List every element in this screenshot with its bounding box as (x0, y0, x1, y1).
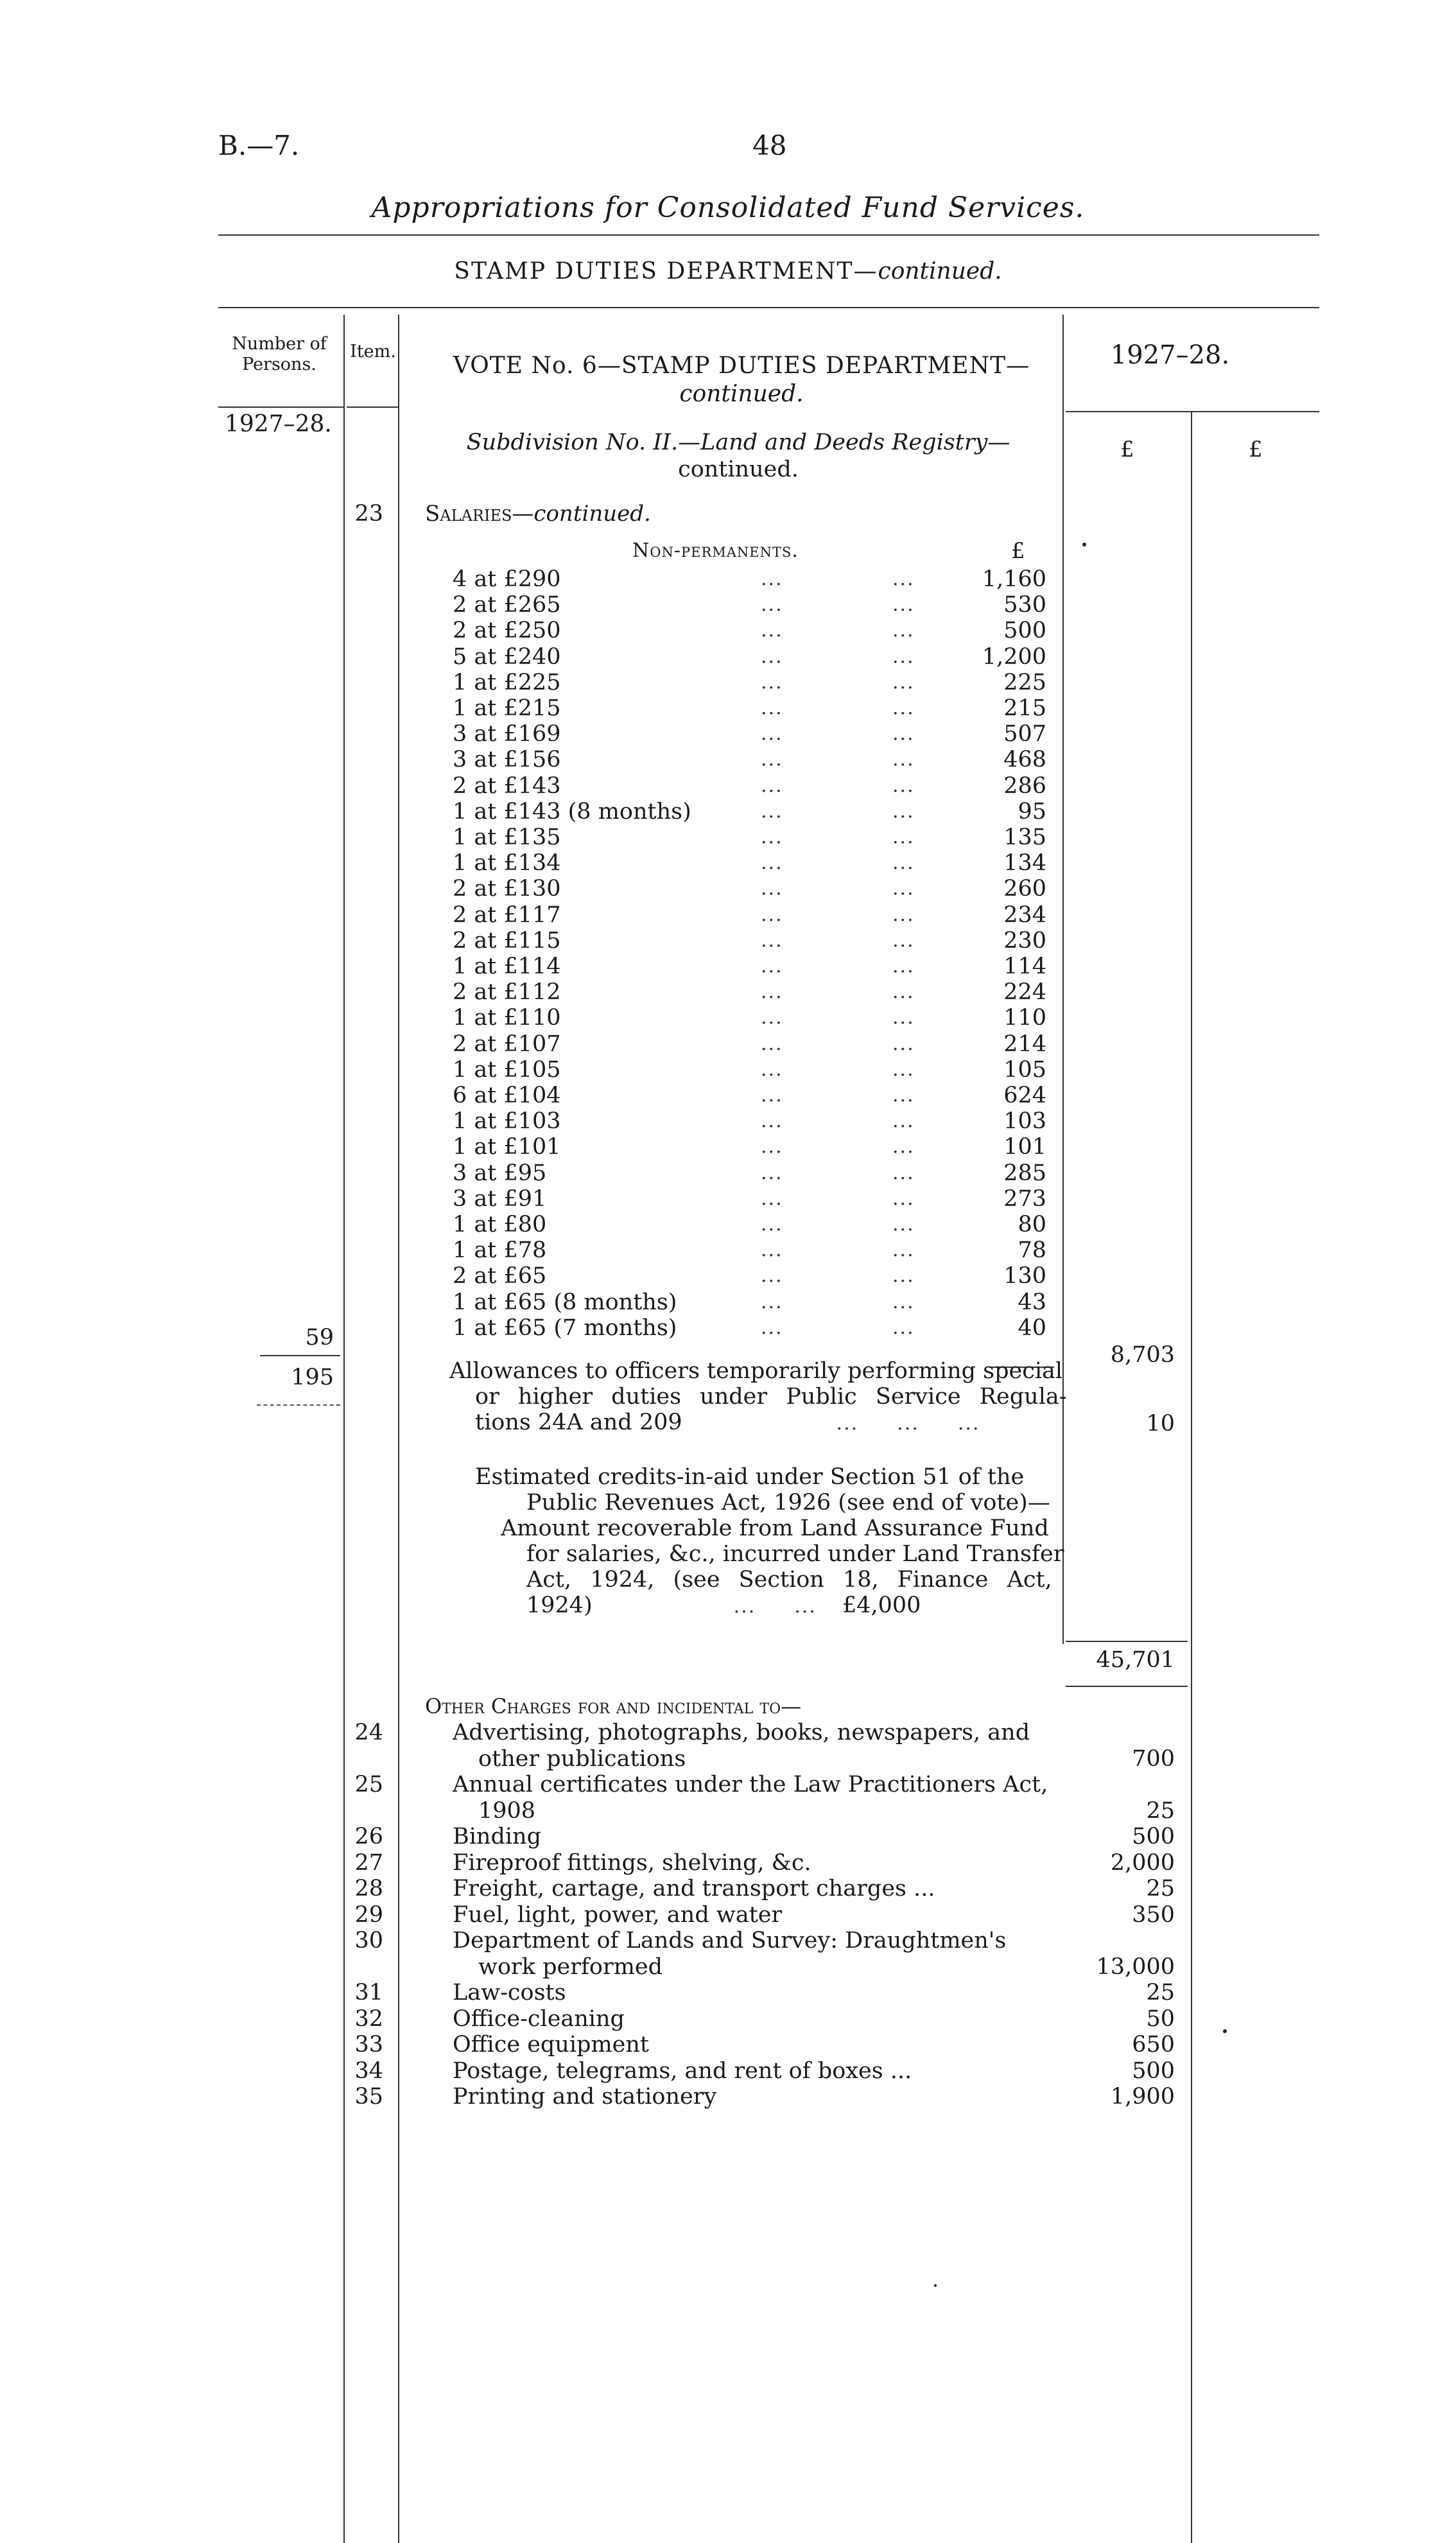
leader-dots: ... (892, 645, 915, 668)
charge-amount: 25 (1146, 1980, 1175, 2006)
charge-line: Postage, telegrams, and rent of boxes ... (453, 2058, 912, 2084)
vote-title-continued: continued. (679, 381, 804, 407)
stray-mark (1223, 2029, 1227, 2033)
item-number: 26 (354, 1824, 383, 1849)
salary-row-amount: 105 (1003, 1057, 1046, 1083)
charge-amount: 13,000 (1096, 1954, 1175, 1980)
credits-line: Act, 1924, (see Section 18, Finance Act, (526, 1567, 1052, 1593)
salary-row-label: 1 at £114 (453, 954, 561, 979)
leader-dots: ... (892, 1110, 915, 1132)
leader-dots: ... (761, 1084, 783, 1106)
grand-total: 45,701 (1096, 1647, 1175, 1673)
charge-line: Binding (453, 1824, 542, 1849)
credits-line: Amount recoverable from Land Assurance Fund (501, 1516, 1049, 1541)
leader-dots: ... (892, 568, 915, 590)
non-permanents-heading: Non-permanents. (632, 539, 799, 562)
leader-dots: ... (892, 1213, 915, 1236)
pound-sign-col2: £ (1249, 437, 1263, 462)
salary-row-amount: 215 (1003, 695, 1046, 721)
leader-dots: ... (761, 593, 783, 616)
salary-row-amount: 260 (1003, 876, 1046, 902)
leader-dots: ... (892, 1316, 915, 1339)
salary-row-label: 6 at £104 (453, 1083, 561, 1108)
salary-row-amount: 507 (1003, 721, 1046, 747)
leader-dots: ... (761, 877, 783, 900)
salary-row-label: 1 at £101 (453, 1134, 561, 1160)
salary-row-amount: 234 (1003, 902, 1046, 928)
head-rule-item (347, 406, 398, 408)
salary-row-label: 2 at £250 (453, 618, 561, 643)
leader-dots: ... (892, 800, 915, 823)
salary-row-amount: 230 (1003, 928, 1046, 954)
persons-total-rule (257, 1404, 340, 1406)
salary-row-label: 2 at £143 (453, 773, 561, 799)
salary-row-label: 1 at £110 (453, 1005, 561, 1031)
salary-row-label: 1 at £134 (453, 850, 561, 876)
salary-row-label: 2 at £265 (453, 592, 561, 618)
charge-line: Fireproof fittings, shelving, &c. (453, 1850, 811, 1876)
page-number: 48 (752, 130, 787, 161)
leader-dots: ... (761, 1162, 783, 1184)
charge-amount: 500 (1132, 1824, 1175, 1849)
leader-dots: ... (761, 1213, 783, 1236)
head-rule-left (218, 406, 343, 408)
charge-amount: 650 (1132, 2032, 1175, 2058)
leader-dots: ... (761, 645, 783, 668)
leader-dots: ... (892, 929, 915, 952)
leader-dots: ... (761, 1033, 783, 1055)
charge-line: Office equipment (453, 2032, 649, 2058)
leader-dots: ... (892, 1033, 915, 1055)
leader-dots: ... (892, 1187, 915, 1210)
salary-row-amount: 285 (1003, 1160, 1046, 1186)
charge-line: Department of Lands and Survey: Draughtmen's (453, 1928, 1007, 1953)
allowances-line: tions 24A and 209 ... ... ... (475, 1410, 980, 1435)
salary-row-label: 1 at £65 (7 months) (453, 1315, 677, 1341)
persons-subtotal: 59 (305, 1325, 334, 1350)
allowances-paragraph (449, 1358, 1067, 1437)
salary-row-amount: 114 (1003, 954, 1046, 979)
leader-dots: ... (892, 593, 915, 616)
salary-row-label: 1 at £135 (453, 825, 561, 850)
subdivision-line2: continued. (678, 457, 799, 482)
leader-dots: ... (761, 619, 783, 642)
credits-line: 1924) ... ... £4,000 (526, 1593, 921, 1618)
leader-dots: ... (761, 1058, 783, 1081)
item-number: 34 (354, 2058, 383, 2084)
salary-row-amount: 530 (1003, 592, 1046, 618)
charge-line: Printing and stationery (453, 2084, 717, 2110)
leader-dots: ... (761, 826, 783, 848)
leader-dots: ... (892, 826, 915, 848)
leader-dots: ... (761, 955, 783, 977)
charge-line: other publications (478, 1746, 686, 1772)
charge-amount: 700 (1132, 1746, 1175, 1772)
leader-dots: ... (892, 748, 915, 771)
salary-row-label: 1 at £105 (453, 1057, 561, 1083)
leader-dots: ... (892, 1239, 915, 1261)
salary-row-amount: 130 (1003, 1263, 1046, 1289)
charge-amount: 500 (1132, 2058, 1175, 2084)
charge-line: Freight, cartage, and transport charges ... (453, 1876, 935, 1901)
charge-amount: 350 (1132, 1902, 1175, 1928)
leader-dots: ... (761, 671, 783, 694)
leader-dots: ... (892, 1058, 915, 1081)
charge-amount: 1,900 (1110, 2084, 1175, 2110)
charge-line: Annual certificates under the Law Practitioners Act, (453, 1772, 1048, 1797)
charge-amount: 25 (1146, 1798, 1175, 1824)
salary-row-label: 2 at £112 (453, 979, 561, 1005)
leader-dots: ... (761, 774, 783, 797)
department-heading: STAMP DUTIES DEPARTMENT—continued. (454, 258, 1002, 284)
subdivision-line1: Subdivision No. II.—Land and Deeds Registry— (466, 430, 1010, 455)
subdivision-heading (417, 429, 1059, 483)
leader-dots: ... (892, 955, 915, 977)
charge-line: 1908 (478, 1798, 536, 1824)
leader-dots: ... (892, 1264, 915, 1287)
salary-row-amount: 78 (1018, 1237, 1046, 1263)
salary-row-label: 5 at £240 (453, 644, 561, 670)
salary-row-label: 4 at £290 (453, 566, 561, 592)
leader-dots: ... (761, 800, 783, 823)
leader-dots: ... (892, 671, 915, 694)
leader-dots: ... (892, 1006, 915, 1029)
column-head-year: 1927–28. (1110, 340, 1230, 370)
head-rule-right (1066, 411, 1319, 412)
stray-mark (1082, 543, 1086, 546)
salary-row-label: 1 at £215 (453, 695, 561, 721)
salary-row-amount: 1,200 (982, 644, 1046, 670)
salary-row-label: 1 at £103 (453, 1108, 561, 1134)
leader-dots: ... (761, 1239, 783, 1261)
persons-year-label: 1927–28. (225, 411, 332, 437)
leader-dots: ... (892, 1162, 915, 1184)
salary-row-amount: 43 (1018, 1289, 1046, 1315)
vote-title-line: VOTE No. 6—STAMP DUTIES DEPARTMENT— (453, 353, 1030, 379)
leader-dots: ... (892, 904, 915, 926)
allowances-amount: 10 (1146, 1411, 1175, 1437)
salary-row-label: 1 at £80 (453, 1212, 547, 1237)
salary-row-label: 2 at £115 (453, 928, 561, 954)
salary-row-amount: 273 (1003, 1186, 1046, 1212)
leader-dots: ... (761, 697, 783, 719)
charge-line: Advertising, photographs, books, newspapers, and (453, 1720, 1030, 1745)
credits-line: Public Revenues Act, 1926 (see end of vote)— (526, 1490, 1050, 1516)
leader-dots: ... (761, 1006, 783, 1029)
leader-dots: ... (761, 904, 783, 926)
allowances-line: or higher duties under Public Service Regula- (475, 1384, 1067, 1410)
column-divider-persons (343, 315, 345, 2543)
item-number: 29 (354, 1902, 383, 1928)
salary-row-amount: 500 (1003, 618, 1046, 643)
leader-dots: ... (761, 1264, 783, 1287)
leader-dots: ... (761, 1135, 783, 1158)
salary-row-amount: 103 (1003, 1108, 1046, 1134)
salary-row-label: 1 at £225 (453, 670, 561, 695)
persons-total: 195 (291, 1365, 334, 1390)
leader-dots: ... (761, 929, 783, 952)
salary-row-amount: 624 (1003, 1083, 1046, 1108)
salary-row-amount: 40 (1018, 1315, 1046, 1341)
salary-row-label: 1 at £65 (8 months) (453, 1289, 677, 1315)
item-number: 25 (354, 1772, 383, 1797)
salary-row-label: 2 at £117 (453, 902, 561, 928)
credits-line: for salaries, &c., incurred under Land Transfer (526, 1541, 1064, 1567)
salary-row-label: 1 at £78 (453, 1237, 547, 1263)
credits-line: Estimated credits-in-aid under Section 51 of the (475, 1464, 1025, 1490)
salary-row-label: 3 at £169 (453, 721, 561, 747)
leader-dots: ... (892, 619, 915, 642)
other-charges-heading: Other Charges for and incidental to— (425, 1694, 802, 1718)
vote-title (417, 352, 1066, 408)
leader-dots: ... (761, 722, 783, 745)
stray-mark (934, 2284, 937, 2287)
page-title: Appropriations for Consolidated Fund Services. (371, 191, 1085, 224)
column-divider-text (1062, 315, 1064, 1644)
pound-sign-col1: £ (1120, 437, 1134, 462)
item-number: 35 (354, 2084, 383, 2110)
salary-row-label: 3 at £91 (453, 1186, 547, 1212)
charge-amount: 2,000 (1110, 1850, 1175, 1876)
salary-row-amount: 468 (1003, 747, 1046, 773)
item-number: 27 (354, 1850, 383, 1876)
credits-amount: £4,000 (842, 1593, 921, 1618)
charge-line: Law-costs (453, 1980, 566, 2006)
leader-dots: ... (892, 981, 915, 1003)
persons-rule (260, 1355, 340, 1356)
leader-dots: ... (892, 1135, 915, 1158)
leader-dots: ... (892, 722, 915, 745)
salary-row-amount: 101 (1003, 1134, 1046, 1160)
column-head-number-of-persons: Number of Persons. (232, 334, 327, 374)
leader-dots: ... (761, 1316, 783, 1339)
salary-row-amount: 80 (1018, 1212, 1046, 1237)
leader-dots: ... (761, 852, 783, 874)
column-divider-amounts (1191, 411, 1192, 2543)
leader-dots: ... (761, 1187, 783, 1210)
leader-dots: ... (761, 981, 783, 1003)
salary-row-amount: 224 (1003, 979, 1046, 1005)
leader-dots: ... (892, 877, 915, 900)
credits-paragraph (475, 1464, 1064, 1620)
column-divider-item (398, 315, 399, 2543)
salary-row-label: 2 at £107 (453, 1031, 561, 1057)
item-number: 24 (354, 1720, 383, 1745)
salaries-subtotal: 8,703 (1110, 1342, 1175, 1368)
salary-row-amount: 286 (1003, 773, 1046, 799)
item-number: 32 (354, 2006, 383, 2032)
leader-dots: ... (761, 1291, 783, 1313)
leader-dots: ... (761, 1110, 783, 1132)
leader-dots: ... (892, 1084, 915, 1106)
charge-amount: 25 (1146, 1876, 1175, 1901)
salary-row-amount: 95 (1018, 799, 1046, 825)
leader-dots: ... (892, 1291, 915, 1313)
salary-row-amount: 135 (1003, 825, 1046, 850)
charge-line: Office-cleaning (453, 2006, 625, 2032)
allowances-line: Allowances to officers temporarily performing special (449, 1358, 1063, 1384)
item-number: 28 (354, 1876, 383, 1901)
salary-row-label: 1 at £143 (8 months) (453, 799, 691, 825)
item-number: 33 (354, 2032, 383, 2058)
item-number: 31 (354, 1980, 383, 2006)
leader-dots: ... (892, 852, 915, 874)
charge-line: Fuel, light, power, and water (453, 1902, 783, 1928)
salary-row-amount: 110 (1003, 1005, 1046, 1031)
salary-row-amount: 225 (1003, 670, 1046, 695)
charge-amount: 50 (1146, 2006, 1175, 2032)
salary-row-amount: 214 (1003, 1031, 1046, 1057)
salary-row-label: 3 at £95 (453, 1160, 547, 1186)
salary-row-amount: 1,160 (982, 566, 1046, 592)
total-top-rule (1066, 1641, 1188, 1642)
item-number: 30 (354, 1928, 383, 1953)
salary-row-label: 2 at £130 (453, 876, 561, 902)
item-number-salaries: 23 (354, 501, 383, 527)
title-rule (218, 234, 1319, 236)
charge-line: work performed (478, 1954, 663, 1980)
column-head-item: Item. (350, 342, 396, 362)
total-bottom-rule (1066, 1686, 1188, 1687)
salary-row-label: 2 at £65 (453, 1263, 547, 1289)
pound-sign-inner: £ (1011, 538, 1025, 564)
salary-row-amount: 134 (1003, 850, 1046, 876)
leader-dots: ... (761, 568, 783, 590)
leader-dots: ... (892, 774, 915, 797)
salary-row-label: 3 at £156 (453, 747, 561, 773)
table-top-rule (218, 307, 1319, 308)
leader-dots: ... (761, 748, 783, 771)
salaries-heading: Salaries—continued. (425, 501, 651, 527)
leader-dots: ... (892, 697, 915, 719)
document-reference: B.—7. (218, 130, 300, 161)
